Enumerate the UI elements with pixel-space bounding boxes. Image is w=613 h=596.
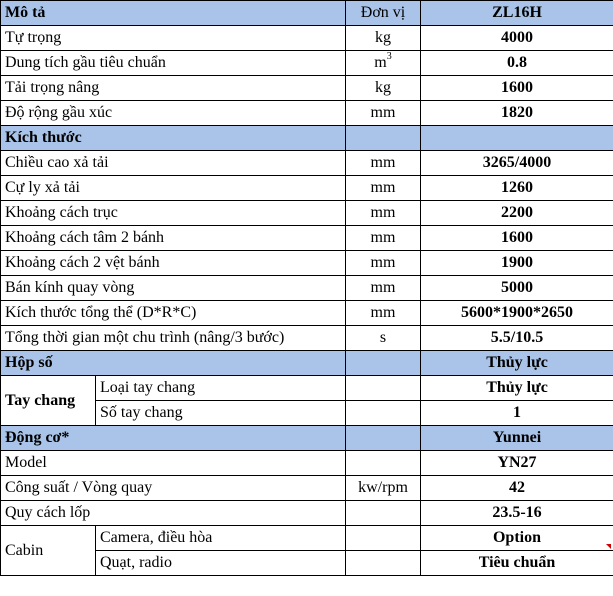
table-row bbox=[1, 526, 613, 551]
row-unit: mm bbox=[346, 201, 421, 226]
table-row bbox=[1, 476, 613, 501]
table-row bbox=[1, 101, 613, 126]
header-desc: Mô tả bbox=[1, 1, 346, 26]
row-value: 23.5-16 bbox=[421, 501, 613, 526]
group-label-cabin: Cabin bbox=[1, 526, 96, 576]
row-value: Option bbox=[421, 526, 613, 551]
header-unit: Đơn vị bbox=[346, 1, 421, 26]
comment-indicator-icon bbox=[606, 544, 611, 549]
row-unit: mm bbox=[346, 226, 421, 251]
table-row bbox=[1, 76, 613, 101]
row-label: Quạt, radio bbox=[96, 551, 346, 576]
section-value: Thủy lực bbox=[421, 351, 613, 376]
header-row bbox=[1, 1, 613, 26]
table-row bbox=[1, 226, 613, 251]
table-row bbox=[1, 151, 613, 176]
section-dimensions bbox=[1, 126, 613, 151]
row-unit bbox=[346, 401, 421, 426]
unit-superscript: 3 bbox=[386, 50, 392, 62]
header-model: ZL16H bbox=[421, 1, 613, 26]
row-unit: mm bbox=[346, 101, 421, 126]
table-row bbox=[1, 376, 613, 401]
row-value: 1600 bbox=[421, 226, 613, 251]
row-value: 5600*1900*2650 bbox=[421, 301, 613, 326]
row-unit: s bbox=[346, 326, 421, 351]
section-engine bbox=[1, 426, 613, 451]
row-unit bbox=[346, 451, 421, 476]
row-unit: kg bbox=[346, 76, 421, 101]
table-row bbox=[1, 451, 613, 476]
row-value: 1600 bbox=[421, 76, 613, 101]
row-value: 2200 bbox=[421, 201, 613, 226]
row-value: 1900 bbox=[421, 251, 613, 276]
group-label-gear: Tay chang bbox=[1, 376, 96, 426]
section-title: Kích thước bbox=[1, 126, 346, 151]
table-row bbox=[1, 301, 613, 326]
unit-base: m bbox=[374, 54, 387, 71]
row-label: Khoảng cách trục bbox=[1, 201, 346, 226]
section-value: Yunnei bbox=[421, 426, 613, 451]
row-value: 0.8 bbox=[421, 51, 613, 76]
row-value: YN27 bbox=[421, 451, 613, 476]
row-value: 1 bbox=[421, 401, 613, 426]
row-label: Độ rộng gầu xúc bbox=[1, 101, 346, 126]
table-row bbox=[1, 276, 613, 301]
row-label: Công suất / Vòng quay bbox=[1, 476, 346, 501]
row-label: Cự ly xả tải bbox=[1, 176, 346, 201]
table-row bbox=[1, 176, 613, 201]
table-row bbox=[1, 326, 613, 351]
row-value: 4000 bbox=[421, 26, 613, 51]
row-label: Số tay chang bbox=[96, 401, 346, 426]
row-unit: kw/rpm bbox=[346, 476, 421, 501]
section-empty-cell bbox=[346, 426, 421, 451]
row-unit bbox=[346, 376, 421, 401]
row-label: Chiều cao xả tải bbox=[1, 151, 346, 176]
table-row bbox=[1, 251, 613, 276]
row-unit: mm bbox=[346, 276, 421, 301]
row-label: Khoảng cách 2 vệt bánh bbox=[1, 251, 346, 276]
row-value: Tiêu chuẩn bbox=[421, 551, 613, 576]
row-unit bbox=[346, 501, 421, 526]
row-unit: mm bbox=[346, 176, 421, 201]
section-title: Hộp số bbox=[1, 351, 346, 376]
row-value: 5.5/10.5 bbox=[421, 326, 613, 351]
table-row bbox=[1, 51, 613, 76]
section-gearbox bbox=[1, 351, 613, 376]
row-label: Model bbox=[1, 451, 346, 476]
section-title: Động cơ* bbox=[1, 426, 346, 451]
row-label: Khoảng cách tâm 2 bánh bbox=[1, 226, 346, 251]
row-label: Tự trọng bbox=[1, 26, 346, 51]
row-value: 5000 bbox=[421, 276, 613, 301]
row-label: Quy cách lốp bbox=[1, 501, 346, 526]
row-value: 1260 bbox=[421, 176, 613, 201]
row-unit: mm bbox=[346, 151, 421, 176]
row-unit bbox=[346, 551, 421, 576]
row-value: 42 bbox=[421, 476, 613, 501]
row-value: 3265/4000 bbox=[421, 151, 613, 176]
row-unit: mm bbox=[346, 301, 421, 326]
table-row bbox=[1, 501, 613, 526]
row-label: Tổng thời gian một chu trình (nâng/3 bước) bbox=[1, 326, 346, 351]
section-empty-cell bbox=[346, 126, 421, 151]
table-row bbox=[1, 26, 613, 51]
row-label: Tải trọng nâng bbox=[1, 76, 346, 101]
row-unit: kg bbox=[346, 26, 421, 51]
row-label: Bán kính quay vòng bbox=[1, 276, 346, 301]
row-unit: mm bbox=[346, 251, 421, 276]
section-empty-cell bbox=[346, 351, 421, 376]
row-value: Thủy lực bbox=[421, 376, 613, 401]
row-label: Kích thước tổng thể (D*R*C) bbox=[1, 301, 346, 326]
row-value: 1820 bbox=[421, 101, 613, 126]
section-empty-cell bbox=[421, 126, 613, 151]
row-label: Loại tay chang bbox=[96, 376, 346, 401]
row-label: Camera, điều hòa bbox=[96, 526, 346, 551]
row-unit bbox=[346, 51, 421, 76]
table-row bbox=[1, 201, 613, 226]
row-label: Dung tích gầu tiêu chuẩn bbox=[1, 51, 346, 76]
row-unit bbox=[346, 526, 421, 551]
